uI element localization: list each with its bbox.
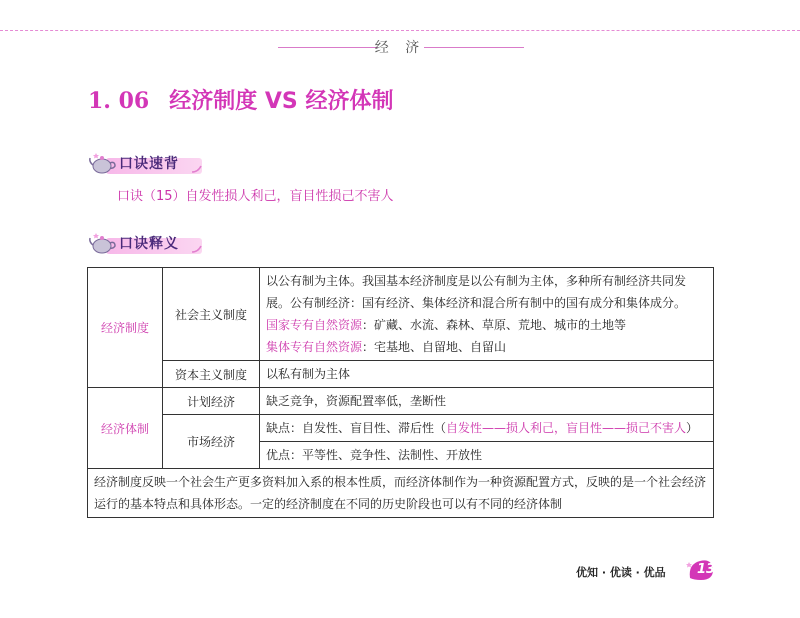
- subcategory-market: 市场经济: [163, 415, 260, 469]
- market-disadvantages: [260, 415, 714, 442]
- comparison-table: [87, 267, 714, 518]
- badge-label: 口诀速背: [119, 156, 179, 172]
- page-number: 13: [697, 562, 716, 577]
- header-rule-right: [424, 47, 524, 48]
- socialist-description: [260, 268, 714, 361]
- disadvantages-pink: 自发性——损人利己，盲目性——损己不害人: [446, 421, 687, 435]
- teapot-icon: [88, 150, 118, 176]
- table-row: [88, 415, 714, 442]
- table-row: [88, 469, 714, 518]
- table-row: [88, 388, 714, 415]
- flourish-icon: [192, 244, 202, 254]
- table-row: [88, 361, 714, 388]
- subcategory-capitalist: 资本主义制度: [163, 361, 260, 388]
- section-title: 经济制度 VS 经济体制: [169, 89, 394, 114]
- collective-resources-label: 集体专有自然资源: [266, 340, 363, 354]
- table-row: [88, 268, 714, 361]
- category-economic-system: 经济制度: [88, 268, 163, 388]
- flourish-icon: [192, 164, 202, 174]
- state-resources-label: 国家专有自然资源: [266, 318, 363, 332]
- mnemonic-text: 口诀（15）自发性损人利己，盲目性损己不害人: [117, 189, 394, 204]
- footer-slogan: 优知 · 优读 · 优品: [576, 566, 666, 579]
- category-economic-mechanism: 经济体制: [88, 388, 163, 469]
- market-advantages: 优点：平等性、竞争性、法制性、开放性: [260, 442, 714, 469]
- socialist-line: 以公有制为主体。我国基本经济制度是以公有制为主体，多种所有制经济共同发展。公有制经济：国有经济、集体经济和混合所有制中的国有成分和集体成分。: [266, 274, 687, 310]
- planned-description: 缺乏竞争，资源配置率低，垄断性: [260, 388, 714, 415]
- subcategory-socialist: 社会主义制度: [163, 268, 260, 361]
- teapot-icon: [88, 230, 118, 256]
- top-dashed-border: [0, 30, 800, 31]
- section-heading: [88, 86, 393, 116]
- disadvantages-prefix: 缺点：自发性、盲目性、滞后性（: [266, 421, 447, 435]
- section-number: 1. 06: [88, 88, 150, 114]
- collective-resources-text: ：宅基地、自留地、自留山: [362, 340, 507, 354]
- subcategory-planned: 计划经济: [163, 388, 260, 415]
- running-header: 经 济: [374, 40, 426, 56]
- capitalist-description: 以私有制为主体: [260, 361, 714, 388]
- badge-label: 口诀释义: [119, 236, 179, 252]
- summary-cell: 经济制度反映一个社会生产更多资料加入系的根本性质，而经济体制作为一种资源配置方式，反映的是一个社会经济运行的基本特点和具体形态。一定的经济制度在不同的历史阶段也可以有不同的经济体制: [88, 469, 714, 518]
- state-resources-text: ：矿藏、水流、森林、草原、荒地、城市的土地等: [362, 318, 627, 332]
- disadvantages-suffix: ）: [686, 421, 699, 435]
